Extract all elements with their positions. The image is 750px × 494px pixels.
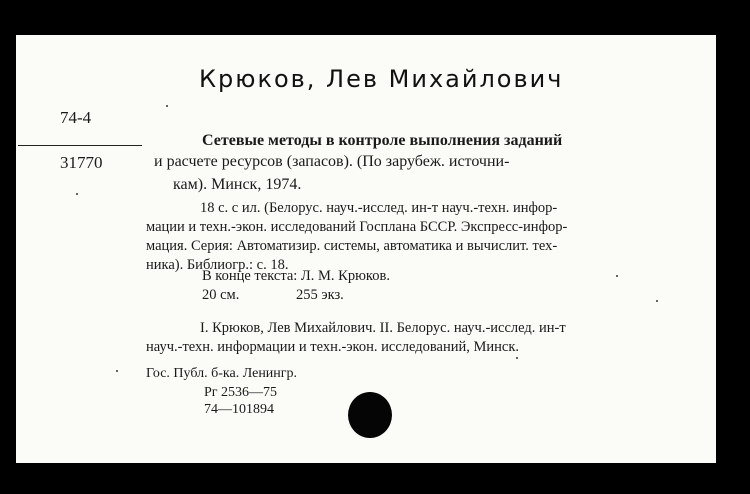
card-number: 74—101894 (204, 402, 274, 417)
author-heading-handwritten: Крюков, Лев Михайлович (199, 65, 564, 93)
divider-line (18, 145, 142, 146)
scan-speck (656, 300, 658, 302)
accession-number: 31770 (60, 153, 103, 172)
card-size: 20 см. (202, 287, 240, 303)
classification-code: 74-4 (60, 108, 92, 127)
copies-count: 255 экз. (296, 287, 344, 303)
catalog-code: Рг 2536—75 (204, 385, 278, 400)
collation-line-3: мация. Серия: Автоматизир. системы, автоматика и вычислит. тех- (146, 238, 558, 254)
scan-speck (76, 193, 78, 195)
collation-line-1: 18 с. с ил. (Белорус. науч.-исслед. ин-т науч.-техн. инфор- (200, 200, 558, 216)
scan-speck (116, 370, 118, 372)
title-line-2: и расчете ресурсов (запасов). (По зарубеж. источни- (154, 153, 510, 170)
collation-line-4: ника). Библиогр.: с. 18. (146, 257, 289, 273)
scan-speck (516, 357, 518, 359)
tracings-line-1: I. Крюков, Лев Михайлович. II. Белорус. науч.-исслед. ин-т (200, 320, 566, 336)
collation-line-2: мации и техн.-экон. исследований Госплана БССР. Экспресс-инфор- (146, 219, 568, 235)
title-bold: Сетевые методы в контроле выполнения заданий (202, 132, 563, 149)
library-name: Гос. Публ. б-ка. Ленингр. (146, 366, 298, 381)
catalog-card (16, 35, 716, 463)
author-note: В конце текста: Л. М. Крюков. (202, 268, 390, 284)
scan-speck (166, 105, 168, 107)
tracings-line-2: науч.-техн. информации и техн.-экон. исследований, Минск. (146, 339, 520, 355)
scan-speck (616, 275, 618, 277)
punch-hole (348, 392, 392, 438)
title-line-1 (202, 132, 562, 150)
title-line-3: кам). Минск, 1974. (173, 176, 302, 193)
